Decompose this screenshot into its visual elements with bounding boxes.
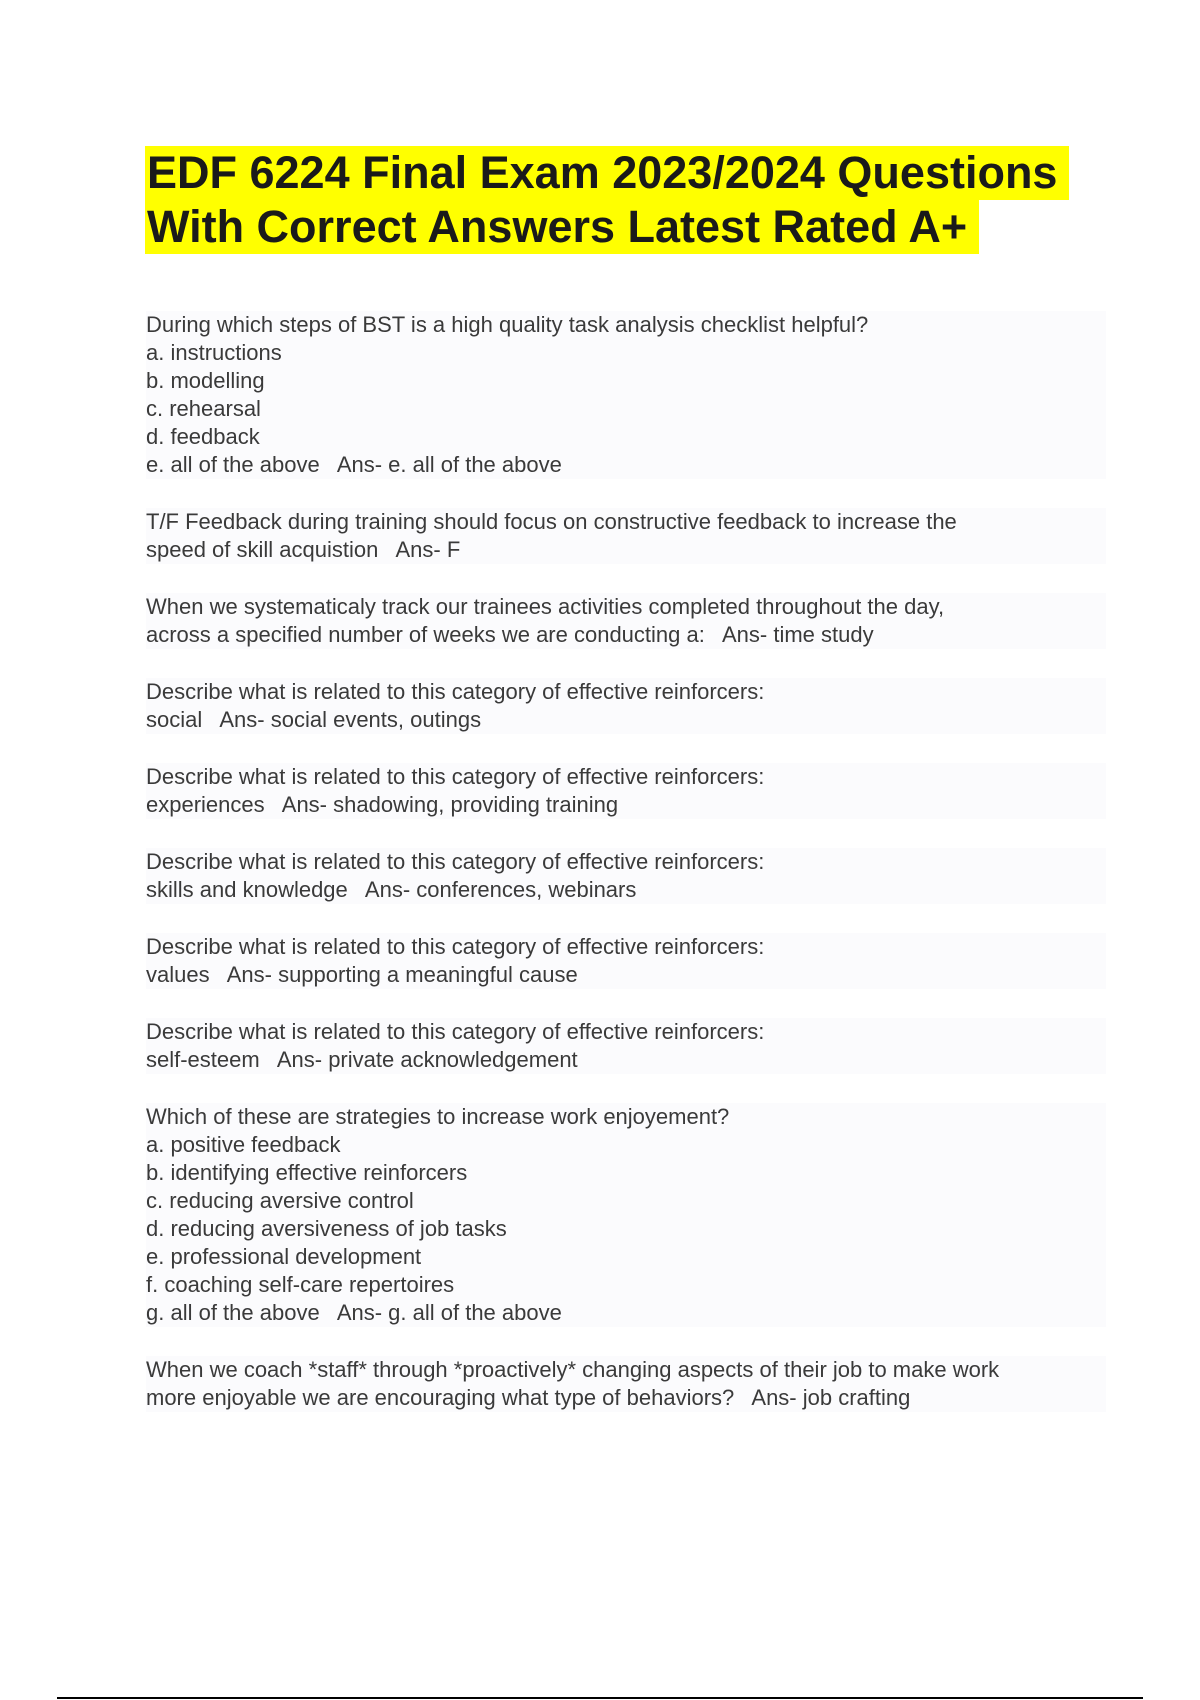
question-list: [146, 311, 1106, 1441]
question-final-line: [146, 876, 1106, 904]
qa-item: [146, 508, 1106, 564]
answer-option: a. positive feedback: [146, 1131, 1106, 1159]
answer-option: a. instructions: [146, 339, 1106, 367]
answer-text: Ans- social events, outings: [219, 707, 482, 732]
answer-text: Ans- e. all of the above: [336, 452, 562, 477]
question-text: Describe what is related to this category of effective reinforcers:: [146, 678, 1106, 706]
qa-item: [146, 763, 1106, 819]
question-text: T/F Feedback during training should focus on constructive feedback to increase the: [146, 508, 1106, 536]
title-line-2: With Correct Answers Latest Rated A+: [145, 200, 979, 254]
qa-item: [146, 1103, 1106, 1327]
question-final-line: [146, 1299, 1106, 1327]
question-final-text: e. all of the above: [146, 452, 320, 477]
question-final-line: [146, 791, 1106, 819]
question-text: During which steps of BST is a high quality task analysis checklist helpful?: [146, 311, 1106, 339]
question-text: Describe what is related to this category of effective reinforcers:: [146, 848, 1106, 876]
qa-item: [146, 1018, 1106, 1074]
question-final-line: [146, 1384, 1106, 1412]
answer-gap: [705, 622, 722, 647]
answer-option: b. modelling: [146, 367, 1106, 395]
answer-option: c. reducing aversive control: [146, 1187, 1106, 1215]
qa-item: [146, 848, 1106, 904]
question-final-text: across a specified number of weeks we are conducting a:: [146, 622, 705, 647]
question-text: Describe what is related to this category of effective reinforcers:: [146, 933, 1106, 961]
qa-item: [146, 311, 1106, 479]
page-bottom-rule: [57, 1697, 1143, 1699]
answer-gap: [320, 1300, 337, 1325]
question-final-text: speed of skill acquistion: [146, 537, 379, 562]
question-final-text: self-esteem: [146, 1047, 260, 1072]
answer-option: f. coaching self-care repertoires: [146, 1271, 1106, 1299]
answer-gap: [378, 537, 395, 562]
question-final-text: g. all of the above: [146, 1300, 320, 1325]
answer-option: d. feedback: [146, 423, 1106, 451]
answer-option: b. identifying effective reinforcers: [146, 1159, 1106, 1187]
answer-gap: [210, 962, 227, 987]
question-text: Describe what is related to this category of effective reinforcers:: [146, 763, 1106, 791]
answer-gap: [348, 877, 365, 902]
answer-text: Ans- supporting a meaningful cause: [226, 962, 578, 987]
answer-option: c. rehearsal: [146, 395, 1106, 423]
answer-gap: [260, 1047, 277, 1072]
question-final-line: [146, 1046, 1106, 1074]
question-text: Which of these are strategies to increase work enjoyement?: [146, 1103, 1106, 1131]
question-final-text: social: [146, 707, 203, 732]
answer-text: Ans- private acknowledgement: [276, 1047, 578, 1072]
title-line-1: EDF 6224 Final Exam 2023/2024 Questions: [145, 146, 1069, 200]
qa-item: [146, 593, 1106, 649]
answer-gap: [265, 792, 282, 817]
document-title: [145, 146, 1135, 254]
answer-text: Ans- job crafting: [751, 1385, 911, 1410]
question-text: Describe what is related to this category of effective reinforcers:: [146, 1018, 1106, 1046]
question-final-line: [146, 961, 1106, 989]
question-final-text: skills and knowledge: [146, 877, 348, 902]
question-final-text: experiences: [146, 792, 265, 817]
question-final-line: [146, 706, 1106, 734]
answer-gap: [734, 1385, 751, 1410]
question-text: When we systematicaly track our trainees activities completed throughout the day,: [146, 593, 1106, 621]
qa-item: [146, 678, 1106, 734]
answer-text: Ans- time study: [721, 622, 874, 647]
answer-text: Ans- g. all of the above: [336, 1300, 562, 1325]
answer-text: Ans- conferences, webinars: [364, 877, 637, 902]
question-final-line: [146, 621, 1106, 649]
answer-option: e. professional development: [146, 1243, 1106, 1271]
answer-option: d. reducing aversiveness of job tasks: [146, 1215, 1106, 1243]
question-text: When we coach *staff* through *proactively* changing aspects of their job to make work: [146, 1356, 1106, 1384]
question-final-text: values: [146, 962, 210, 987]
answer-text: Ans- shadowing, providing training: [281, 792, 619, 817]
qa-item: [146, 933, 1106, 989]
qa-item: [146, 1356, 1106, 1412]
question-final-line: [146, 536, 1106, 564]
answer-gap: [202, 707, 219, 732]
answer-text: Ans- F: [395, 537, 461, 562]
answer-gap: [320, 452, 337, 477]
question-final-text: more enjoyable we are encouraging what type of behaviors?: [146, 1385, 735, 1410]
question-final-line: [146, 451, 1106, 479]
